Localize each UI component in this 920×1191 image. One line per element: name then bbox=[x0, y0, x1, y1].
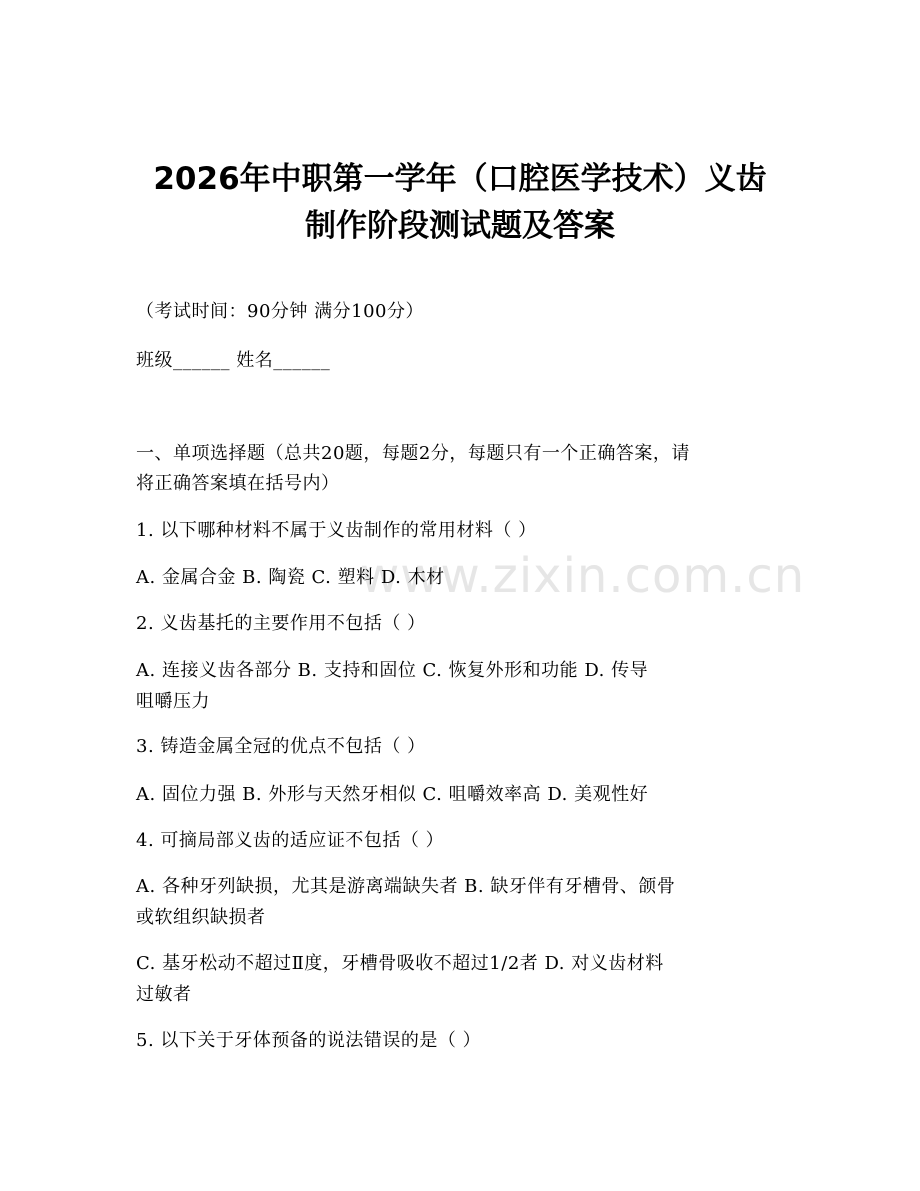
question-5-stem: 5. 以下关于牙体预备的说法错误的是（ ） bbox=[136, 1030, 482, 1051]
question-2-options-line-2: 咀嚼压力 bbox=[136, 691, 210, 712]
exam-info: （考试时间：90分钟 满分100分） bbox=[136, 301, 424, 322]
question-4-options-line-4: 过敏者 bbox=[136, 984, 192, 1005]
section-heading-line-1: 一、单项选择题（总共20题，每题2分，每题只有一个正确答案，请 bbox=[136, 443, 690, 464]
question-3-stem: 3. 铸造金属全冠的优点不包括（ ） bbox=[136, 736, 426, 757]
question-4-options-line-3: C. 基牙松动不超过Ⅱ度，牙槽骨吸收不超过1/2者 D. 对义齿材料 bbox=[136, 953, 664, 974]
student-info: 班级______ 姓名______ bbox=[136, 350, 331, 371]
section-heading-line-2: 将正确答案填在括号内） bbox=[136, 473, 340, 494]
question-2-options-line-1: A. 连接义齿各部分 B. 支持和固位 C. 恢复外形和功能 D. 传导 bbox=[136, 660, 649, 681]
document-title-line-1: 2026年中职第一学年（口腔医学技术）义齿 bbox=[153, 161, 767, 197]
question-4-options-line-1: A. 各种牙列缺损，尤其是游离端缺失者 B. 缺牙伴有牙槽骨、颌骨 bbox=[136, 876, 676, 897]
document-title-line-2: 制作阶段测试题及答案 bbox=[305, 208, 615, 244]
watermark: www.zixin.com.cn bbox=[360, 548, 806, 604]
question-2-stem: 2. 义齿基托的主要作用不包括（ ） bbox=[136, 613, 426, 634]
question-4-options-line-2: 或软组织缺损者 bbox=[136, 907, 266, 928]
question-1-options: A. 金属合金 B. 陶瓷 C. 塑料 D. 木材 bbox=[136, 567, 445, 588]
question-1-stem: 1. 以下哪种材料不属于义齿制作的常用材料（ ） bbox=[136, 520, 537, 541]
question-4-stem: 4. 可摘局部义齿的适应证不包括（ ） bbox=[136, 830, 445, 851]
question-3-options: A. 固位力强 B. 外形与天然牙相似 C. 咀嚼效率高 D. 美观性好 bbox=[136, 784, 649, 805]
